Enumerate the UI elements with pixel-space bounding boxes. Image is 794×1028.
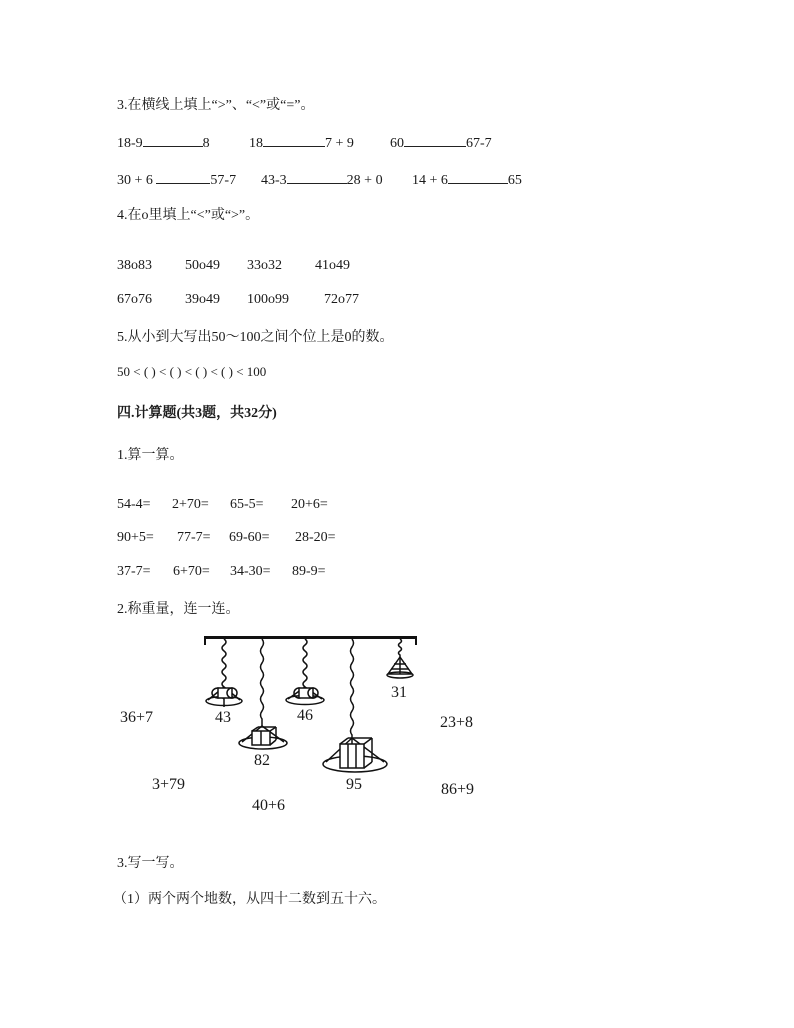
q3-left: 18 — [249, 136, 263, 151]
spring-46 — [303, 639, 307, 693]
compare-item[interactable]: 39o49 — [185, 292, 220, 307]
q5-sequence[interactable]: 50 < ( ) < ( ) < ( ) < ( ) < 100 — [117, 364, 267, 379]
calc-item[interactable]: 54-4= — [117, 497, 151, 512]
weight-label: 82 — [254, 752, 270, 769]
calc-item[interactable]: 2+70= — [172, 497, 209, 512]
compare-item[interactable]: 67o76 — [117, 292, 152, 307]
expression-label[interactable]: 36+7 — [120, 709, 154, 726]
calc-item[interactable]: 65-5= — [230, 497, 264, 512]
compare-item[interactable]: 41o49 — [315, 258, 350, 273]
q3-left: 43-3 — [261, 173, 287, 188]
weight-label: 43 — [215, 709, 231, 726]
calc-item[interactable]: 6+70= — [173, 564, 210, 579]
q3-heading: 3.在横线上填上“>”、“<”或“=”。 — [117, 98, 315, 113]
q3-right: 7 + 9 — [325, 136, 354, 151]
pan-46 — [286, 687, 324, 705]
expression-label[interactable]: 23+8 — [440, 714, 474, 731]
calc1-heading: 1.算一算。 — [117, 448, 184, 463]
calc3-heading: 3.写一写。 — [117, 856, 184, 871]
q4-heading: 4.在o里填上“<”或“>”。 — [117, 208, 260, 223]
calc3-item-1: （1）两个两个地数，从四十二数到五十六。 — [113, 892, 386, 907]
calc-item[interactable]: 37-7= — [117, 564, 151, 579]
calc-item[interactable]: 28-20= — [295, 530, 336, 545]
compare-item[interactable]: 50o49 — [185, 258, 220, 273]
calc-item[interactable]: 90+5= — [117, 530, 154, 545]
calc-item[interactable]: 34-30= — [230, 564, 271, 579]
q3-right: 65 — [507, 173, 522, 188]
pan-82 — [239, 726, 287, 749]
pan-31 — [387, 657, 413, 678]
spring-82 — [261, 639, 264, 726]
q3-right: 8 — [202, 136, 210, 151]
expression-label[interactable]: 86+9 — [441, 781, 475, 798]
calc-item[interactable]: 69-60= — [229, 530, 270, 545]
q3-left: 60 — [390, 136, 404, 151]
q5-heading: 5.从小到大写出50～100之间个位上是0的数。 — [117, 330, 394, 345]
expression-label[interactable]: 3+79 — [152, 776, 186, 793]
q3-left: 30 + 6 — [117, 173, 153, 188]
section-title: 四.计算题(共3题，共32分) — [117, 406, 277, 421]
q3-right: 28 + 0 — [346, 173, 383, 188]
calc-item[interactable]: 20+6= — [291, 497, 328, 512]
calc-item[interactable]: 89-9= — [292, 564, 326, 579]
compare-item[interactable]: 100o99 — [247, 292, 289, 307]
compare-item[interactable]: 72o77 — [324, 292, 359, 307]
weight-label: 46 — [297, 707, 313, 724]
q3-left: 18-9 — [117, 136, 143, 151]
calc2-heading: 2.称重量，连一连。 — [117, 602, 240, 617]
q3-right: 67-7 — [466, 136, 492, 151]
calc-item[interactable]: 77-7= — [177, 530, 211, 545]
expression-label[interactable]: 40+6 — [252, 797, 286, 814]
spring-95 — [351, 639, 354, 745]
pan-95 — [323, 738, 387, 772]
q3-right: 57-7 — [210, 173, 237, 188]
spring-31 — [399, 639, 402, 658]
hanging-bar — [204, 636, 417, 639]
compare-item[interactable]: 33o32 — [247, 258, 282, 273]
weight-label: 95 — [346, 776, 362, 793]
q3-left: 14 + 6 — [412, 173, 448, 188]
weight-label: 31 — [391, 684, 407, 701]
compare-item[interactable]: 38o83 — [117, 258, 152, 273]
